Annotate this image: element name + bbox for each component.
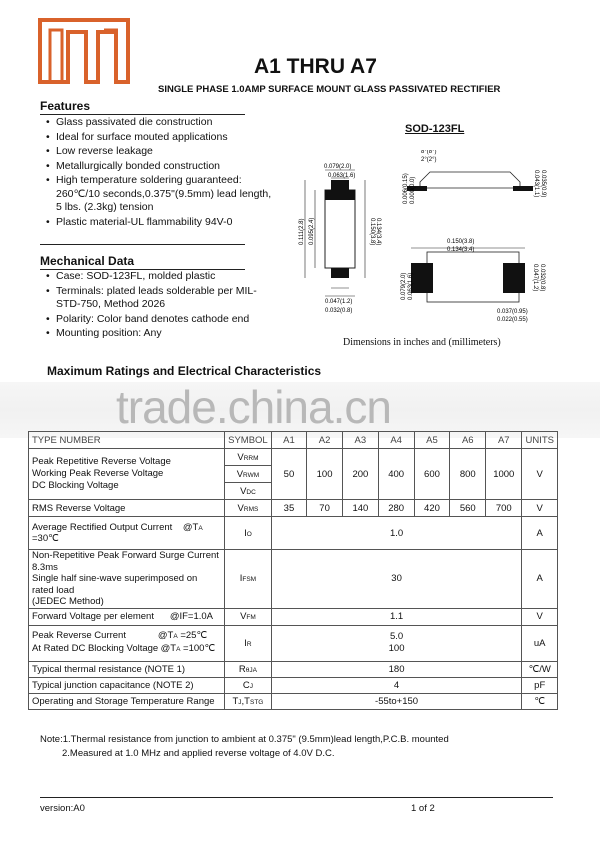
ratings-heading: Maximum Ratings and Electrical Characteristics — [47, 364, 322, 378]
value-cell: 700 — [486, 500, 522, 517]
mechanical-item: • Case: SOD-123FL, molded plastic — [42, 270, 272, 284]
unit-cell: A — [522, 517, 558, 550]
watermark-text: trade.china.cn — [116, 381, 391, 433]
bottom-view — [401, 239, 545, 323]
symbol-cell: CJ — [225, 677, 272, 693]
symbol-cell: VRRM — [225, 449, 272, 466]
package-name: SOD-123FL — [405, 123, 465, 135]
table-row — [29, 550, 558, 609]
company-logo — [38, 18, 130, 84]
table-row — [29, 693, 558, 709]
dim-label: 0.035(0.9) — [540, 170, 546, 198]
feature-item: • Low reverse leakage — [42, 145, 272, 159]
column-header: A7 — [486, 432, 522, 449]
dimension-note: Dimensions in inches and (millimeters) — [343, 337, 501, 348]
table-row — [29, 517, 558, 550]
param-line: 8.3ms — [32, 561, 58, 573]
table-row — [29, 677, 558, 693]
dim-label: 0.134(3.4) — [375, 218, 381, 246]
param-label: Forward Voltage per element @IF=1.0A — [29, 608, 225, 625]
column-header: A6 — [450, 432, 486, 449]
dim-label: 0.032(0.8) — [325, 308, 353, 314]
column-header: A5 — [414, 432, 450, 449]
symbol-cell: RθJA — [225, 661, 272, 677]
column-header: UNITS — [522, 432, 558, 449]
table-row — [29, 500, 558, 517]
feature-item: • Glass passivated die construction — [42, 116, 272, 130]
feature-item: • Plastic material-UL flammability 94V-0 — [42, 216, 272, 230]
column-header: A4 — [378, 432, 414, 449]
symbol-cell: VDC — [225, 483, 272, 500]
column-header: SYMBOL — [225, 432, 272, 449]
value-cell: 420 — [414, 500, 450, 517]
dim-label: 0.063(1.6) — [328, 173, 356, 179]
value-cell: 600 — [414, 449, 450, 500]
unit-cell: pF — [522, 677, 558, 693]
dim-label: 0.095(2.4) — [309, 217, 315, 245]
value-cell: 4 — [271, 677, 522, 693]
dim-label: 0.022(0.55) — [497, 317, 528, 323]
document-subtitle: SINGLE PHASE 1.0AMP SURFACE MOUNT GLASS PASSIVATED RECTIFIER — [158, 84, 501, 95]
unit-cell: V — [522, 500, 558, 517]
footer-divider — [40, 797, 553, 798]
value-cell: 1000 — [486, 449, 522, 500]
param-label: Average Rectified Output Current @TA =30℃ — [29, 517, 225, 550]
value-cell: 30 — [271, 550, 522, 609]
symbol-cell: IFSM — [225, 550, 272, 609]
column-header: A1 — [271, 432, 306, 449]
unit-cell: A — [522, 550, 558, 609]
symbol-cell: IO — [225, 517, 272, 550]
note-1: Note:1.Thermal resistance from junction to ambient at 0.375" (9.5mm)lead length,P.C.B. mounted — [40, 734, 449, 745]
param-line: Single half sine-wave superimposed on rated load — [32, 573, 198, 596]
table-row — [29, 608, 558, 625]
feature-item: • High temperature soldering guaranteed: 260℃/10 seconds,0.375"(9.5mm) lead length, 5 lbs. (2.3kg) tension — [42, 174, 272, 215]
symbol-cell: IR — [225, 625, 272, 661]
param-label: Typical thermal resistance (NOTE 1) — [29, 661, 225, 677]
table-row — [29, 625, 558, 661]
mechanical-list — [42, 270, 272, 342]
symbol-cell: VFM — [225, 608, 272, 625]
value-cell: 35 — [271, 500, 306, 517]
column-header: A3 — [342, 432, 378, 449]
value-cell: 140 — [342, 500, 378, 517]
package-drawing — [295, 150, 565, 330]
feature-item: • Metallurgically bonded construction — [42, 160, 272, 174]
mechanical-heading: Mechanical Data — [40, 254, 245, 270]
value-cell: 5.0 100 — [271, 625, 522, 661]
dim-label: 0.032(0.8) — [539, 264, 545, 292]
dim-label: 0.079(2.0) — [324, 164, 352, 170]
note-2: 2.Measured at 1.0 MHz and applied reverse voltage of 4.0V D.C. — [62, 748, 335, 759]
features-list — [42, 116, 272, 230]
table-row — [29, 661, 558, 677]
unit-cell: V — [522, 449, 558, 500]
value-cell: 1.0 — [271, 517, 522, 550]
table-header-row — [29, 432, 558, 449]
dim-label: 0.134(3.4) — [447, 247, 475, 253]
param-label: Operating and Storage Temperature Range — [29, 693, 225, 709]
dim-label: 0.043(1.1) — [533, 170, 539, 198]
value-cell: 70 — [307, 500, 343, 517]
dim-label: 0.063(1.6) — [408, 272, 414, 300]
value-cell: 100 — [307, 449, 343, 500]
version-label: version:A0 — [40, 803, 85, 814]
top-view — [299, 164, 381, 314]
dim-label: 0.037(0.95) — [497, 309, 528, 315]
unit-cell: V — [522, 608, 558, 625]
ratings-table — [28, 431, 558, 710]
value-cell: -55to+150 — [271, 693, 522, 709]
mechanical-item: • Polarity: Color band denotes cathode end — [42, 313, 272, 327]
notes-block — [40, 733, 449, 761]
param-label: RMS Reverse Voltage — [29, 500, 225, 517]
symbol-cell: VRWM — [225, 466, 272, 483]
unit-cell: ℃/W — [522, 661, 558, 677]
mechanical-item: • Terminals: plated leads solderable per MIL-STD-750, Method 2026 — [42, 285, 272, 312]
value-cell: 1.1 — [271, 608, 522, 625]
param-line: (JEDEC Method) — [32, 596, 104, 607]
dim-label: 2°(2°) — [421, 157, 437, 163]
mechanical-item: • Mounting position: Any — [42, 327, 272, 341]
dim-label: 0.047(1.2) — [325, 299, 353, 305]
dim-label: 0.150(3.8) — [447, 239, 475, 245]
features-heading: Features — [40, 99, 245, 115]
param-label — [29, 550, 225, 609]
param-label — [29, 449, 225, 500]
column-header: TYPE NUMBER — [29, 432, 225, 449]
column-header: A2 — [307, 432, 343, 449]
dim-label: 0.047(1.2) — [532, 264, 538, 292]
value-cell: 800 — [450, 449, 486, 500]
dim-label: 0.079(2.0) — [401, 272, 407, 300]
value-cell: 280 — [378, 500, 414, 517]
dim-label: 8°(8°) — [421, 150, 437, 155]
dim-label: 0.006(0.15) — [403, 173, 409, 204]
unit-cell: ℃ — [522, 693, 558, 709]
value-cell: 180 — [271, 661, 522, 677]
page-number: 1 of 2 — [411, 803, 435, 814]
param-label: Typical junction capacitance (NOTE 2) — [29, 677, 225, 693]
value-cell: 560 — [450, 500, 486, 517]
dim-label: 0.000(0.0) — [410, 176, 416, 204]
table-row — [29, 449, 558, 466]
param-line: Non-Repetitive Peak Forward Surge Current — [32, 550, 219, 561]
side-view — [403, 150, 546, 204]
param-line: DC Blocking Voltage — [32, 480, 119, 491]
symbol-cell: VRMS — [225, 500, 272, 517]
feature-item: • Ideal for surface mouted applications — [42, 131, 272, 145]
value-cell: 400 — [378, 449, 414, 500]
dim-label: 0.150(3.8) — [369, 218, 375, 246]
param-line: Peak Repetitive Reverse Voltage — [32, 456, 171, 467]
dim-label: 0.111(2.8) — [299, 218, 305, 245]
value-cell: 200 — [342, 449, 378, 500]
unit-cell: uA — [522, 625, 558, 661]
param-label: Peak Reverse Current @TA =25℃ At Rated DC Blocking Voltage @TA =100℃ — [29, 625, 225, 661]
symbol-cell: TJ,TSTG — [225, 693, 272, 709]
section-divider — [40, 244, 245, 245]
value-cell: 50 — [271, 449, 306, 500]
document-title: A1 THRU A7 — [254, 55, 377, 78]
param-line: Working Peak Reverse Voltage — [32, 468, 164, 479]
